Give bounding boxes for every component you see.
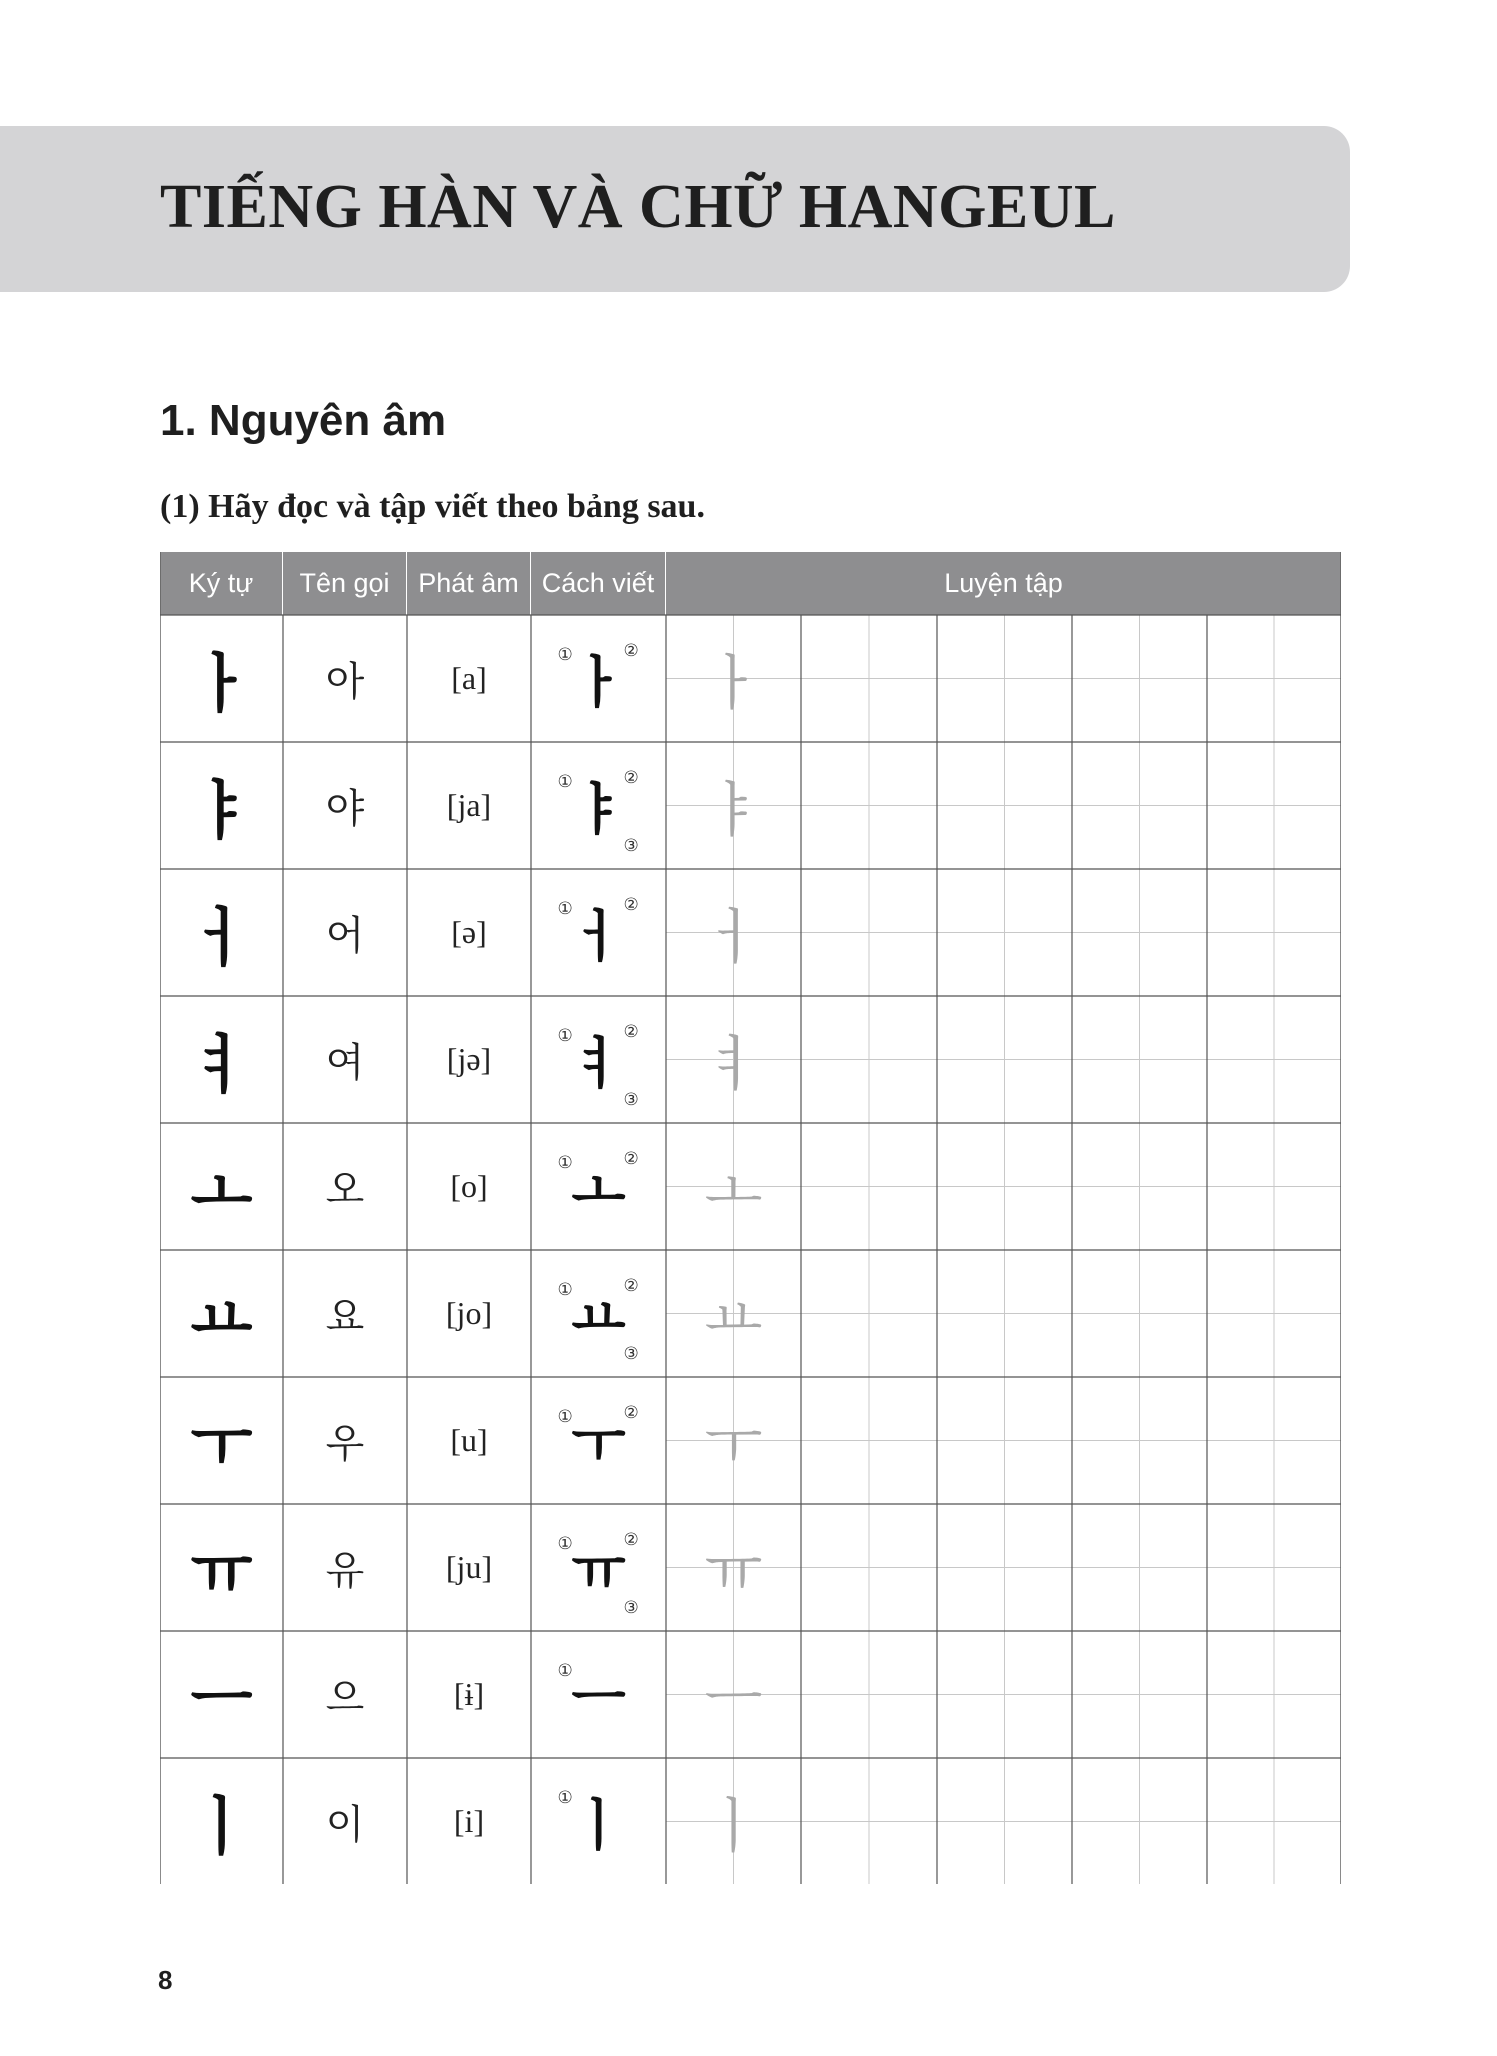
name-cell	[283, 996, 407, 1123]
section-title: 1. Nguyên âm	[160, 396, 447, 445]
stroke-step-number: ②	[623, 768, 639, 788]
stroke-char: ㅠ	[571, 1539, 626, 1605]
name-cell	[283, 1377, 407, 1504]
char-cell	[160, 1250, 283, 1377]
stroke-order-diagram	[532, 1504, 666, 1631]
stroke-char: ㅛ	[571, 1285, 626, 1351]
instruction: (1) Hãy đọc và tập viết theo bảng sau.	[160, 488, 705, 525]
stroke-step-number: ①	[557, 1153, 573, 1173]
name-cell	[283, 1631, 407, 1758]
pron-cell	[407, 1758, 531, 1885]
pron-cell-text: [jo]	[445, 1295, 493, 1331]
stroke-order-diagram	[532, 1250, 666, 1377]
stroke-char: ㅣ	[571, 1793, 626, 1859]
chapter-title: TIẾNG HÀN VÀ CHỮ HANGEUL	[160, 173, 1116, 241]
stroke-order-cell	[531, 1631, 666, 1758]
stroke-step-number: ②	[623, 1276, 639, 1296]
pron-cell	[407, 1250, 531, 1377]
pron-cell-text: [ju]	[445, 1549, 493, 1585]
pron-cell-text: [o]	[450, 1168, 488, 1204]
stroke-step-number: ①	[557, 1026, 573, 1046]
char-cell-text: ㅗ	[190, 1155, 253, 1230]
table-row	[160, 742, 1341, 869]
name-cell-text: 오	[325, 1167, 365, 1213]
pron-cell-text: [ɨ]	[453, 1676, 485, 1712]
stroke-char: ㅕ	[571, 1031, 626, 1097]
char-cell	[160, 869, 283, 996]
stroke-step-number: ②	[623, 1403, 639, 1423]
practice-trace-cell	[666, 1758, 801, 1885]
char-cell	[160, 996, 283, 1123]
page-number: 8	[158, 1965, 173, 1995]
stroke-step-number: ①	[557, 1407, 573, 1427]
pron-cell-text: [ə]	[451, 914, 487, 950]
stroke-step-number: ①	[557, 1280, 573, 1300]
pron-cell-text: [a]	[451, 660, 487, 696]
char-cell	[160, 742, 283, 869]
stroke-step-number: ①	[557, 645, 573, 665]
practice-trace-cell	[666, 615, 801, 742]
char-cell-text: ㅡ	[190, 1663, 253, 1738]
table-row	[160, 1758, 1341, 1885]
stroke-char: ㅏ	[571, 650, 626, 716]
pron-cell	[407, 1123, 531, 1250]
trace-char: ㅣ	[704, 1791, 763, 1862]
name-cell-text: 요	[325, 1294, 365, 1340]
stroke-step-number: ②	[623, 1149, 639, 1169]
table-row	[160, 1377, 1341, 1504]
name-cell-text: 어	[325, 913, 365, 959]
pron-cell-text: [ja]	[446, 787, 492, 823]
trace-char: ㅗ	[704, 1156, 763, 1227]
stroke-step-number: ①	[557, 1534, 573, 1554]
stroke-order-diagram	[532, 1631, 666, 1758]
name-cell	[283, 742, 407, 869]
chapter-banner	[0, 126, 1350, 292]
header-name: Tên gọi	[283, 552, 407, 615]
table-row	[160, 869, 1341, 996]
pron-cell-text: [u]	[450, 1422, 488, 1458]
char-cell-text: ㅑ	[190, 774, 253, 849]
stroke-step-number: ②	[623, 1022, 639, 1042]
stroke-step-number: ②	[623, 1530, 639, 1550]
trace-char: ㅓ	[704, 902, 763, 973]
stroke-order-cell	[531, 1250, 666, 1377]
table-row	[160, 1250, 1341, 1377]
name-cell	[283, 1250, 407, 1377]
pron-cell	[407, 1631, 531, 1758]
name-cell	[283, 615, 407, 742]
stroke-step-number: ①	[557, 1661, 573, 1681]
stroke-order-cell	[531, 742, 666, 869]
stroke-order-diagram	[532, 1758, 666, 1885]
stroke-step-number: ①	[557, 772, 573, 792]
pron-cell	[407, 1377, 531, 1504]
trace-char: ㅠ	[704, 1537, 763, 1608]
name-cell	[283, 1758, 407, 1885]
char-cell	[160, 615, 283, 742]
char-cell	[160, 1123, 283, 1250]
trace-char: ㅜ	[704, 1410, 763, 1481]
stroke-order-diagram	[532, 615, 666, 742]
stroke-step-number: ①	[557, 1788, 573, 1808]
stroke-order-diagram	[532, 869, 666, 996]
stroke-step-number: ①	[557, 899, 573, 919]
char-cell-text: ㅜ	[190, 1409, 253, 1484]
trace-char: ㅛ	[704, 1283, 763, 1354]
table-row	[160, 615, 1341, 742]
name-cell	[283, 869, 407, 996]
pron-cell	[407, 869, 531, 996]
table-row	[160, 996, 1341, 1123]
header-char: Ký tự	[160, 552, 283, 615]
practice-trace-cell	[666, 1123, 801, 1250]
pron-cell	[407, 742, 531, 869]
trace-char: ㅕ	[704, 1029, 763, 1100]
char-cell-text: ㅛ	[190, 1282, 253, 1357]
char-cell	[160, 1377, 283, 1504]
practice-trace-cell	[666, 996, 801, 1123]
table-row	[160, 1504, 1341, 1631]
stroke-char: ㅓ	[571, 904, 626, 970]
stroke-order-cell	[531, 615, 666, 742]
stroke-step-number: ③	[623, 836, 639, 856]
practice-trace-cell	[666, 1631, 801, 1758]
vowel-table	[160, 552, 1341, 1884]
name-cell-text: 으	[325, 1675, 365, 1721]
stroke-order-cell	[531, 996, 666, 1123]
char-cell	[160, 1758, 283, 1885]
char-cell	[160, 1504, 283, 1631]
name-cell-text: 우	[325, 1421, 365, 1467]
stroke-char: ㅜ	[571, 1412, 626, 1478]
char-cell-text: ㅠ	[190, 1536, 253, 1611]
char-cell	[160, 1631, 283, 1758]
practice-trace-cell	[666, 742, 801, 869]
stroke-order-cell	[531, 1377, 666, 1504]
name-cell-text: 여	[325, 1040, 365, 1086]
char-cell-text: ㅣ	[190, 1790, 253, 1865]
name-cell	[283, 1123, 407, 1250]
stroke-order-diagram	[532, 742, 666, 869]
name-cell-text: 야	[325, 786, 365, 832]
stroke-step-number: ②	[623, 895, 639, 915]
name-cell-text: 아	[325, 659, 365, 705]
stroke-step-number: ③	[623, 1598, 639, 1618]
pron-cell	[407, 996, 531, 1123]
table-row	[160, 1123, 1341, 1250]
stroke-step-number: ②	[623, 641, 639, 661]
stroke-step-number: ③	[623, 1344, 639, 1364]
header-stroke: Cách viết	[531, 552, 666, 615]
trace-char: ㅑ	[704, 775, 763, 846]
stroke-order-diagram	[532, 996, 666, 1123]
pron-cell	[407, 615, 531, 742]
pron-cell-text: [i]	[453, 1803, 485, 1839]
stroke-step-number: ③	[623, 1090, 639, 1110]
stroke-order-diagram	[532, 1377, 666, 1504]
char-cell-text: ㅏ	[190, 647, 253, 722]
trace-char: ㅏ	[704, 648, 763, 719]
stroke-order-cell	[531, 1758, 666, 1885]
stroke-order-diagram	[532, 1123, 666, 1250]
char-cell-text: ㅓ	[190, 901, 253, 976]
name-cell-text: 이	[325, 1802, 365, 1848]
practice-trace-cell	[666, 1250, 801, 1377]
stroke-char: ㅡ	[571, 1666, 626, 1732]
stroke-order-cell	[531, 1123, 666, 1250]
stroke-char: ㅗ	[571, 1158, 626, 1224]
name-cell-text: 유	[325, 1548, 365, 1594]
practice-trace-cell	[666, 1504, 801, 1631]
practice-trace-cell	[666, 869, 801, 996]
char-cell-text: ㅕ	[190, 1028, 253, 1103]
header-practice: Luyện tập	[666, 552, 1341, 615]
practice-trace-cell	[666, 1377, 801, 1504]
stroke-char: ㅑ	[571, 777, 626, 843]
stroke-order-cell	[531, 1504, 666, 1631]
header-pron: Phát âm	[407, 552, 531, 615]
pron-cell-text: [jə]	[446, 1041, 492, 1077]
name-cell	[283, 1504, 407, 1631]
stroke-order-cell	[531, 869, 666, 996]
table-row	[160, 1631, 1341, 1758]
pron-cell	[407, 1504, 531, 1631]
trace-char: ㅡ	[704, 1664, 763, 1735]
